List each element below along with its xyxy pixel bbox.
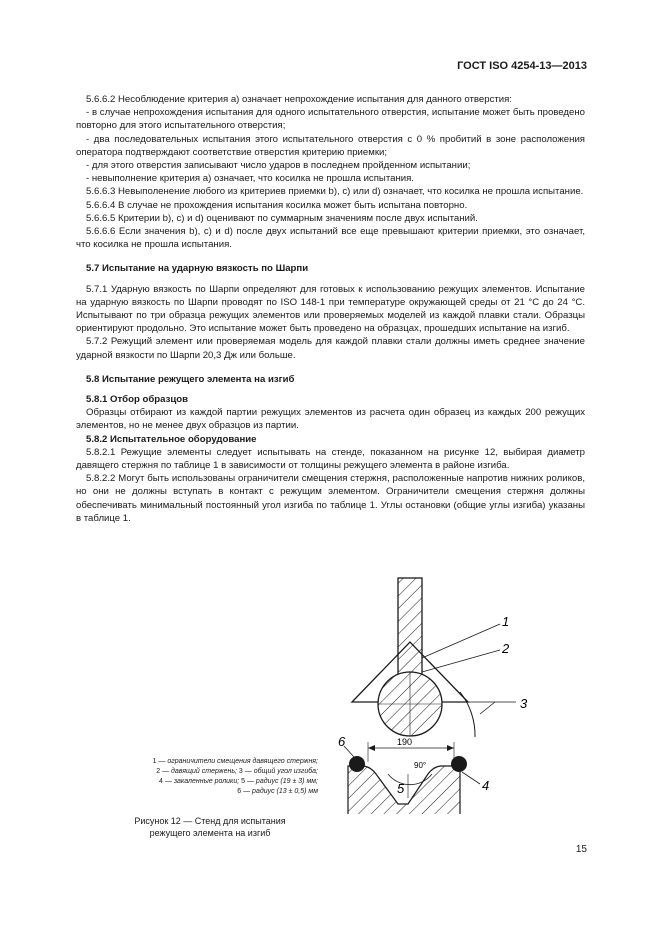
paragraph: Образцы отбирают из каждой партии режущих элементов из расчета один образец из каждых 200 режущих элементов, но не менее двух образцов из партии.: [76, 407, 585, 432]
callout-1: 1: [502, 614, 510, 629]
paragraph: 5.8.2.1 Режущие элементы следует испытывать на стенде, показанном на рисунке 12, выбирая диаметр давящего стержня по таблице 1 в зависимости от толщины режущего элемента в районе изгиба.: [76, 446, 585, 472]
paragraph: 5.6.6.4 В случае не прохождения испытания косилка может быть испытана повторно.: [86, 199, 468, 211]
paragraph: 5.6.6.5 Критерии b), c) и d) оценивают по суммарным значениям после двух испытаний.: [86, 212, 478, 224]
spacer: [76, 362, 585, 373]
figure-legend: 1 — ограничители смещения давящего стержня; 2 — давящий стержень; 3 — общий угол изгиба; 4 — закаленные ролики; 5 — радиус (19 ± 3) мм; 6 — радиус (13 ± 0,5) мм: [152, 758, 318, 795]
document-header: ГОСТ ISO 4254-13—2013: [457, 60, 587, 72]
paragraph: - для этого отверстия записывают число ударов в последнем пройденном испытании;: [86, 160, 471, 172]
hardened-roller-left: [349, 756, 365, 772]
section-heading: 5.8.1 Отбор образцов: [86, 394, 188, 406]
paragraph: 5.6.6.6 Если значения b), c) и d) после двух испытаний все еще превышают критерии приемки, это означает, что косилка не прошла испытания.: [76, 226, 585, 251]
paragraph: 5.6.6.2 Несоблюдение критерия а) означает непрохождение испытания для данного отверстия:: [86, 94, 512, 105]
paragraph: - невыполнение критерия а) означает, что косилка не прошла испытания.: [86, 173, 414, 185]
section-heading: 5.8 Испытание режущего элемента на изгиб: [86, 373, 295, 385]
paragraph: 5.7.2 Режущий элемент или проверяемая модель для каждой плавки стали должны иметь среднее значение ударной вязкости по Шарпи 20,3 Дж или больше.: [76, 336, 585, 361]
angle-90: 90°: [414, 761, 427, 770]
page-number: 15: [575, 844, 587, 855]
section-heading: 5.7 Испытание на ударную вязкость по Шарпи: [86, 263, 309, 275]
hardened-roller-right: [451, 756, 467, 772]
figure-12-bending-stand: [330, 562, 560, 814]
callout-5: 5: [397, 781, 405, 796]
callout-4: 4: [482, 778, 490, 793]
figure-caption: Рисунок 12 — Стенд для испытания режущего элемента на изгиб: [134, 816, 286, 838]
body-text: [76, 93, 585, 525]
callout-3: 3: [520, 696, 528, 711]
section-heading: 5.8.2 Испытательное оборудование: [86, 433, 257, 445]
spacer: [76, 251, 585, 262]
spacer: [76, 276, 585, 283]
paragraph: 5.6.6.3 Невыполенение любого из критериев приемки b), c) или d) означает, что косилка не прошла испытание.: [86, 186, 584, 198]
dimension-190: 190: [397, 737, 413, 747]
spacer: [76, 386, 585, 393]
paragraph: - два последовательных испытания этого испытательного отверстия с 0 % пробитий в зоне расположения оператора подтверждают соответствие отверстия критерию приемки;: [76, 133, 585, 158]
callout-2: 2: [502, 641, 510, 656]
paragraph: 5.8.2.2 Могут быть использованы ограничители смещения стержня, расположенные напротив нижних роликов, но они не должны вступать в контакт с режущим элементом. Ограничители смещения стержня должны обеспечивать минимальный постоянный угол изгиба по таблице 1. Углы остановки (общие углы изгиба) указаны в таблице 1.: [76, 473, 585, 524]
paragraph: - в случае непрохождения испытания для одного испытательного отверстия, испытание может быть проведено повторно для этого испытательного отверстия;: [76, 107, 585, 132]
callout-6: 6: [338, 734, 346, 749]
paragraph: 5.7.1 Ударную вязкость по Шарпи определяют для готовых к использованию режущих элементов. Испытание на ударную вязкость по Шарпи проводят по ISO 148-1 при температуре окружающей среды от 21 °С до 24 °С. Испытывают по три образца режущих элементов или проверяемых моделей из каждой плавки стали. Образцы ориентируют продольно. Это испытание может быть проведено на образцах, прошедших испытание на изгиб.: [76, 283, 585, 335]
